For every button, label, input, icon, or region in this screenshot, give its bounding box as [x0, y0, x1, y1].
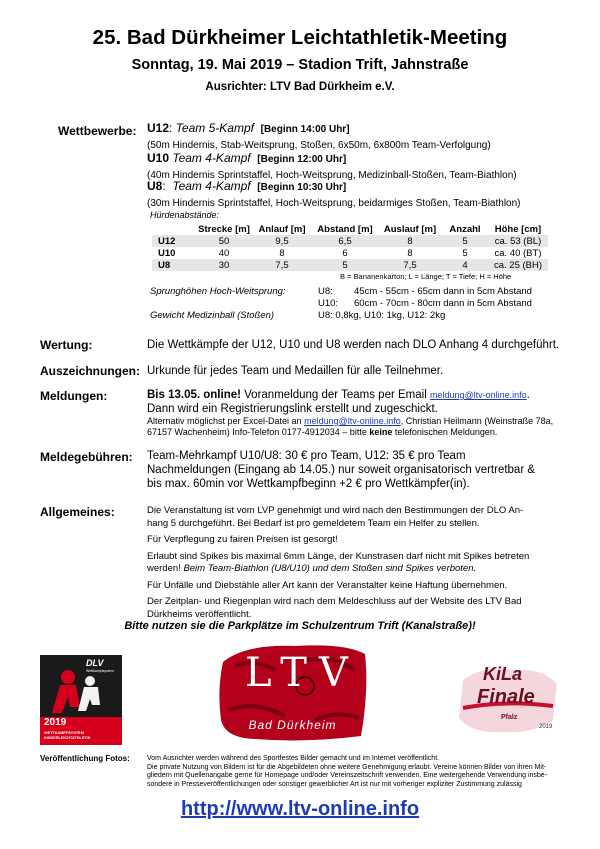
competitions-label: Wettbewerbe: [58, 124, 137, 138]
jump-heights-u10: 60cm - 70cm - 80cm dann in 5cm Abstand [354, 298, 532, 309]
competitions-list [147, 121, 587, 211]
competition-u12: U12: Team 5-Kampf [Beginn 14:00 Uhr] (50m Hindernis, Stab-Weitsprung, Stoßen, 6x50m, 6x800m Team-Verfolgung) [147, 121, 491, 151]
general-text: Die Veranstaltung ist vom LVP genehmigt und wird nach den Bestimmungen der DLO An- hang 5 durchgeführt. Bei Bedarf ist pro gemeldetem Team ein Helfer zu stellen. Für Verpflegung zu fairen Preisen ist gesorgt! Erlaubt sind Spikes bis maximal 6mm Länge, der Kunstrasen darf nicht mit Spikes betreten werden! Beim Team-Biathlon (U8/U10) und dem Stoßen sind Spikes verboten. Für Unfälle und Diebstähle aller Art kann der Veranstalter keine Haftung übernehmen. Der Zeitplan- und Riegenplan wird nach dem Meldeschluss auf der Website des LTV Bad Dürkheims veröffentlicht. [147, 505, 530, 620]
hurdle-table [152, 223, 548, 271]
dlv-logo: DLV Wettkampfsystem 2019 WETTKAMPFSYSTEM KINDERLEICHTATHLETIK [40, 655, 122, 745]
alt-email-link[interactable]: meldung@ltv-online.info [304, 416, 401, 426]
fees-text: Team-Mehrkampf U10/U8: 30 € pro Team, U12: 35 € pro Team Nachmeldungen (Eingang ab 14.05.) nur soweit organisatorisch vertretbar & bis max. 60min vor Wettkampfbeginn +2 € pro Wettkämpfer(in). [147, 450, 536, 490]
jump-heights-label: Sprunghöhen Hoch-Weitsprung: [150, 286, 286, 297]
awards-text: Urkunde für jedes Team und Medaillen für alle Teilnehmer. [147, 365, 444, 377]
registration-email-link[interactable]: meldung@ltv-online.info [429, 390, 527, 400]
jump-heights-u10-age: U10: [318, 298, 339, 309]
awards-label: Auszeichnungen: [40, 364, 141, 378]
page-title: 25. Bad Dürkheimer Leichtathletik-Meeting [92, 26, 508, 49]
registration-alternative: Alternativ möglichst per Excel-Datei an meldung@ltv-online.info, Christian Heilmann (Weinstraße 78a, 67157 Wachenheim) Info-Telefon 0177-4912034 – bitte keine telefonischen Meldungen. [147, 416, 554, 437]
hurdle-legend: B = Bananenkarton; L = Länge; T = Tiefe; H = Höhe [340, 272, 512, 281]
registration-block: Bis 13.05. online! Voranmeldung der Teams per Email meldung@ltv-online.info. Dann wird ein Registrierungslink erstellt und zugeschickt. Alternativ möglichst per Excel-Datei an meldung@ltv-online.info, Christian Heilmann (Weinstraße 78a, 67157 Wachenheim) Info-Telefon 0177-4912034 – bitte keine telefonischen Meldungen. [147, 388, 592, 438]
ltv-logo: LTV Bad Dürkheim [215, 640, 370, 745]
competition-u10: U10 Team 4-Kampf [Beginn 12:00 Uhr] (40m Hindernis Sprintstaffel, Hoch-Weitsprung, Medizinball-Stoßen, Team-Biathlon) [147, 151, 517, 181]
table-row: U8 30 7,5 5 7,5 4 ca. 25 (BH) [152, 259, 548, 271]
organizer: Ausrichter: LTV Bad Dürkheim e.V. [205, 81, 395, 93]
hurdle-title: Hürdenabstände: [150, 210, 220, 220]
competition-u8: U8: Team 4-Kampf [Beginn 10:30 Uhr] (30m Hindernis Sprintstaffel, Hoch-Weitsprung, beidarmiges Stoßen, Team-Biathlon) [147, 179, 521, 209]
table-row: U10 40 8 6 8 5 ca. 40 (BT) [158, 247, 542, 259]
photos-text: Vom Ausrichter werden während des Sportfestes Bilder gemacht und im Internet veröffentlicht. Die private Nutzung von Bildern ist für die Abgebildeten ohne weitere Genehmigung erlaubt. Vereine können Bilder von ihren Mit- gliedern mit Quellenangabe gerne für Homepage und/oder Vereinszeitschrift verwenden. Eine weitergehende Verwendung insbe- sondere in Presseveröffentlichungen oder sonstiger gewerblicher Art ist nur mit vorheriger expliziter Zustimmung zulässig [147, 755, 548, 788]
medicine-ball-label: Gewicht Medizinball (Stoßen) [150, 310, 275, 321]
event-date-location: Sonntag, 19. Mai 2019 – Stadion Trift, Jahnstraße [131, 57, 469, 73]
hurdle-header-row: Strecke [m] Anlauf [m] Abstand [m] Auslauf [m] Anzahl Höhe [cm] [198, 223, 542, 235]
general-label: Allgemeines: [40, 505, 115, 519]
table-row: U12 50 9,5 6,5 8 5 ca. 53 (BL) [152, 235, 548, 247]
kila-finale-logo: KiLa Finale Pfalz 2019 [453, 660, 563, 740]
parking-note: Bitte nutzen sie die Parkplätze im Schulzentrum Trift (Kanalstraße)! [124, 620, 476, 632]
jump-heights-u8-age: U8: [318, 286, 333, 297]
scoring-label: Wertung: [40, 338, 93, 352]
website-link[interactable]: http://www.ltv-online.info [180, 798, 420, 820]
photos-label: Veröffentlichung Fotos: [40, 754, 130, 763]
registration-label: Meldungen: [40, 389, 108, 403]
jump-heights-u8: 45cm - 55cm - 65cm dann in 5cm Abstand [354, 286, 532, 297]
registration-line2: Dann wird ein Registrierungslink erstellt und zugeschickt. [147, 403, 438, 415]
medicine-ball-weights: U8: 0,8kg, U10: 1kg, U12: 2kg [318, 310, 446, 321]
scoring-text: Die Wettkämpfe der U12, U10 und U8 werden nach DLO Anhang 4 durchgeführt. [147, 339, 560, 351]
fees-label: Meldegebühren: [40, 450, 133, 464]
